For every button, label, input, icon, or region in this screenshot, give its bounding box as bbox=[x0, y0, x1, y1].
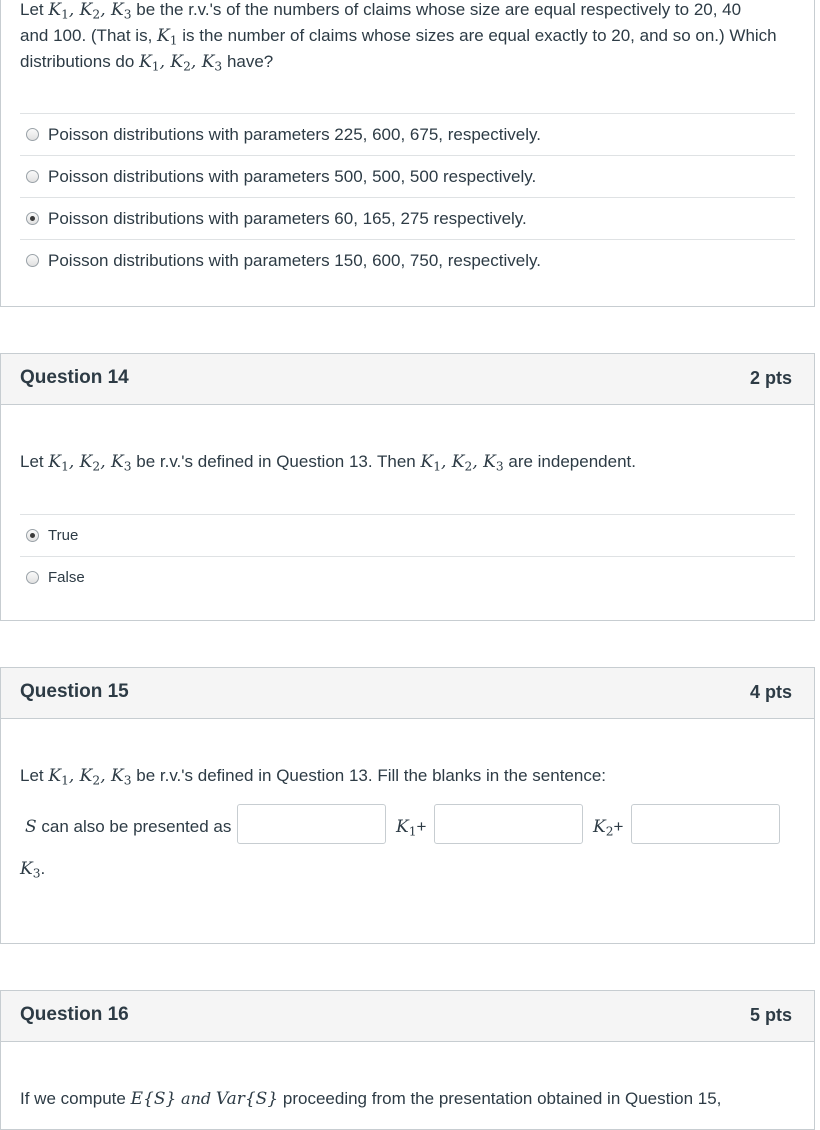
question-15-text: Let $K_1$, $K_2$, $K_3$ be r.v.'s defined in Question 13. Fill the blanks in the sentence: bbox=[20, 766, 607, 788]
question-title: Question 14 bbox=[20, 367, 129, 388]
question-14-answers bbox=[20, 514, 795, 598]
blank-input-1[interactable] bbox=[237, 804, 386, 844]
answer-label: Poisson distributions with parameters 500, 500, 500 respectively. bbox=[48, 166, 537, 186]
question-15-card bbox=[0, 667, 815, 944]
k2-plus: $K_2+$ bbox=[593, 817, 624, 839]
answer-option[interactable] bbox=[20, 239, 795, 281]
question-14-card bbox=[0, 353, 815, 621]
answer-option[interactable] bbox=[20, 155, 795, 197]
answer-label: Poisson distributions with parameters 60, 165, 275 respectively. bbox=[48, 208, 527, 228]
radio-button-checked[interactable] bbox=[26, 212, 39, 225]
k3-end: $K_3$. bbox=[20, 859, 46, 881]
question-13-answers bbox=[20, 113, 795, 281]
question-16-text: If we compute E{S} and Var{S} proceeding from the presentation obtained in Question 15, bbox=[20, 1089, 722, 1109]
answer-option[interactable] bbox=[20, 113, 795, 155]
question-16-card bbox=[0, 990, 815, 1130]
radio-button[interactable] bbox=[26, 170, 39, 183]
question-13-text: Let $K_1$, $K_2$, $K_3$ be the r.v.'s of the numbers of claims whose size are equal respectively to 20, 40 and 100. (That is, $K_1$ is the number of claims whose sizes are equal exactly to 20, and so on.) Which distributions do $K_1$, $K_2$, $K_3$ have? bbox=[20, 0, 777, 74]
question-14-text: Let $K_1$, $K_2$, $K_3$ be r.v.'s defined in Question 13. Then $K_1$, $K_2$, $K_3$ are independent. bbox=[20, 452, 636, 474]
answer-option[interactable] bbox=[20, 556, 795, 598]
fill-blank-sentence: S can also be presented as bbox=[25, 817, 232, 837]
question-14-header bbox=[1, 354, 814, 405]
question-title: Question 16 bbox=[20, 1004, 129, 1025]
answer-label: Poisson distributions with parameters 150, 600, 750, respectively. bbox=[48, 250, 541, 270]
radio-button[interactable] bbox=[26, 571, 39, 584]
radio-button-checked[interactable] bbox=[26, 529, 39, 542]
answer-label: True bbox=[48, 527, 79, 544]
blank-input-3[interactable] bbox=[631, 804, 780, 844]
question-points: 5 pts bbox=[749, 1005, 792, 1025]
answer-label: False bbox=[48, 569, 85, 586]
question-15-header bbox=[1, 668, 814, 719]
answer-label: Poisson distributions with parameters 225, 600, 675, respectively. bbox=[48, 124, 541, 144]
answer-option-selected[interactable] bbox=[20, 197, 795, 239]
question-points: 4 pts bbox=[749, 682, 792, 702]
blank-input-2[interactable] bbox=[434, 804, 583, 844]
question-points: 2 pts bbox=[749, 368, 792, 388]
radio-button[interactable] bbox=[26, 128, 39, 141]
answer-option-selected[interactable] bbox=[20, 514, 795, 556]
question-16-header bbox=[1, 991, 814, 1042]
k1-plus: $K_1+$ bbox=[396, 817, 427, 839]
radio-button[interactable] bbox=[26, 254, 39, 267]
question-13-card bbox=[0, 0, 815, 307]
question-title: Question 15 bbox=[20, 681, 129, 702]
